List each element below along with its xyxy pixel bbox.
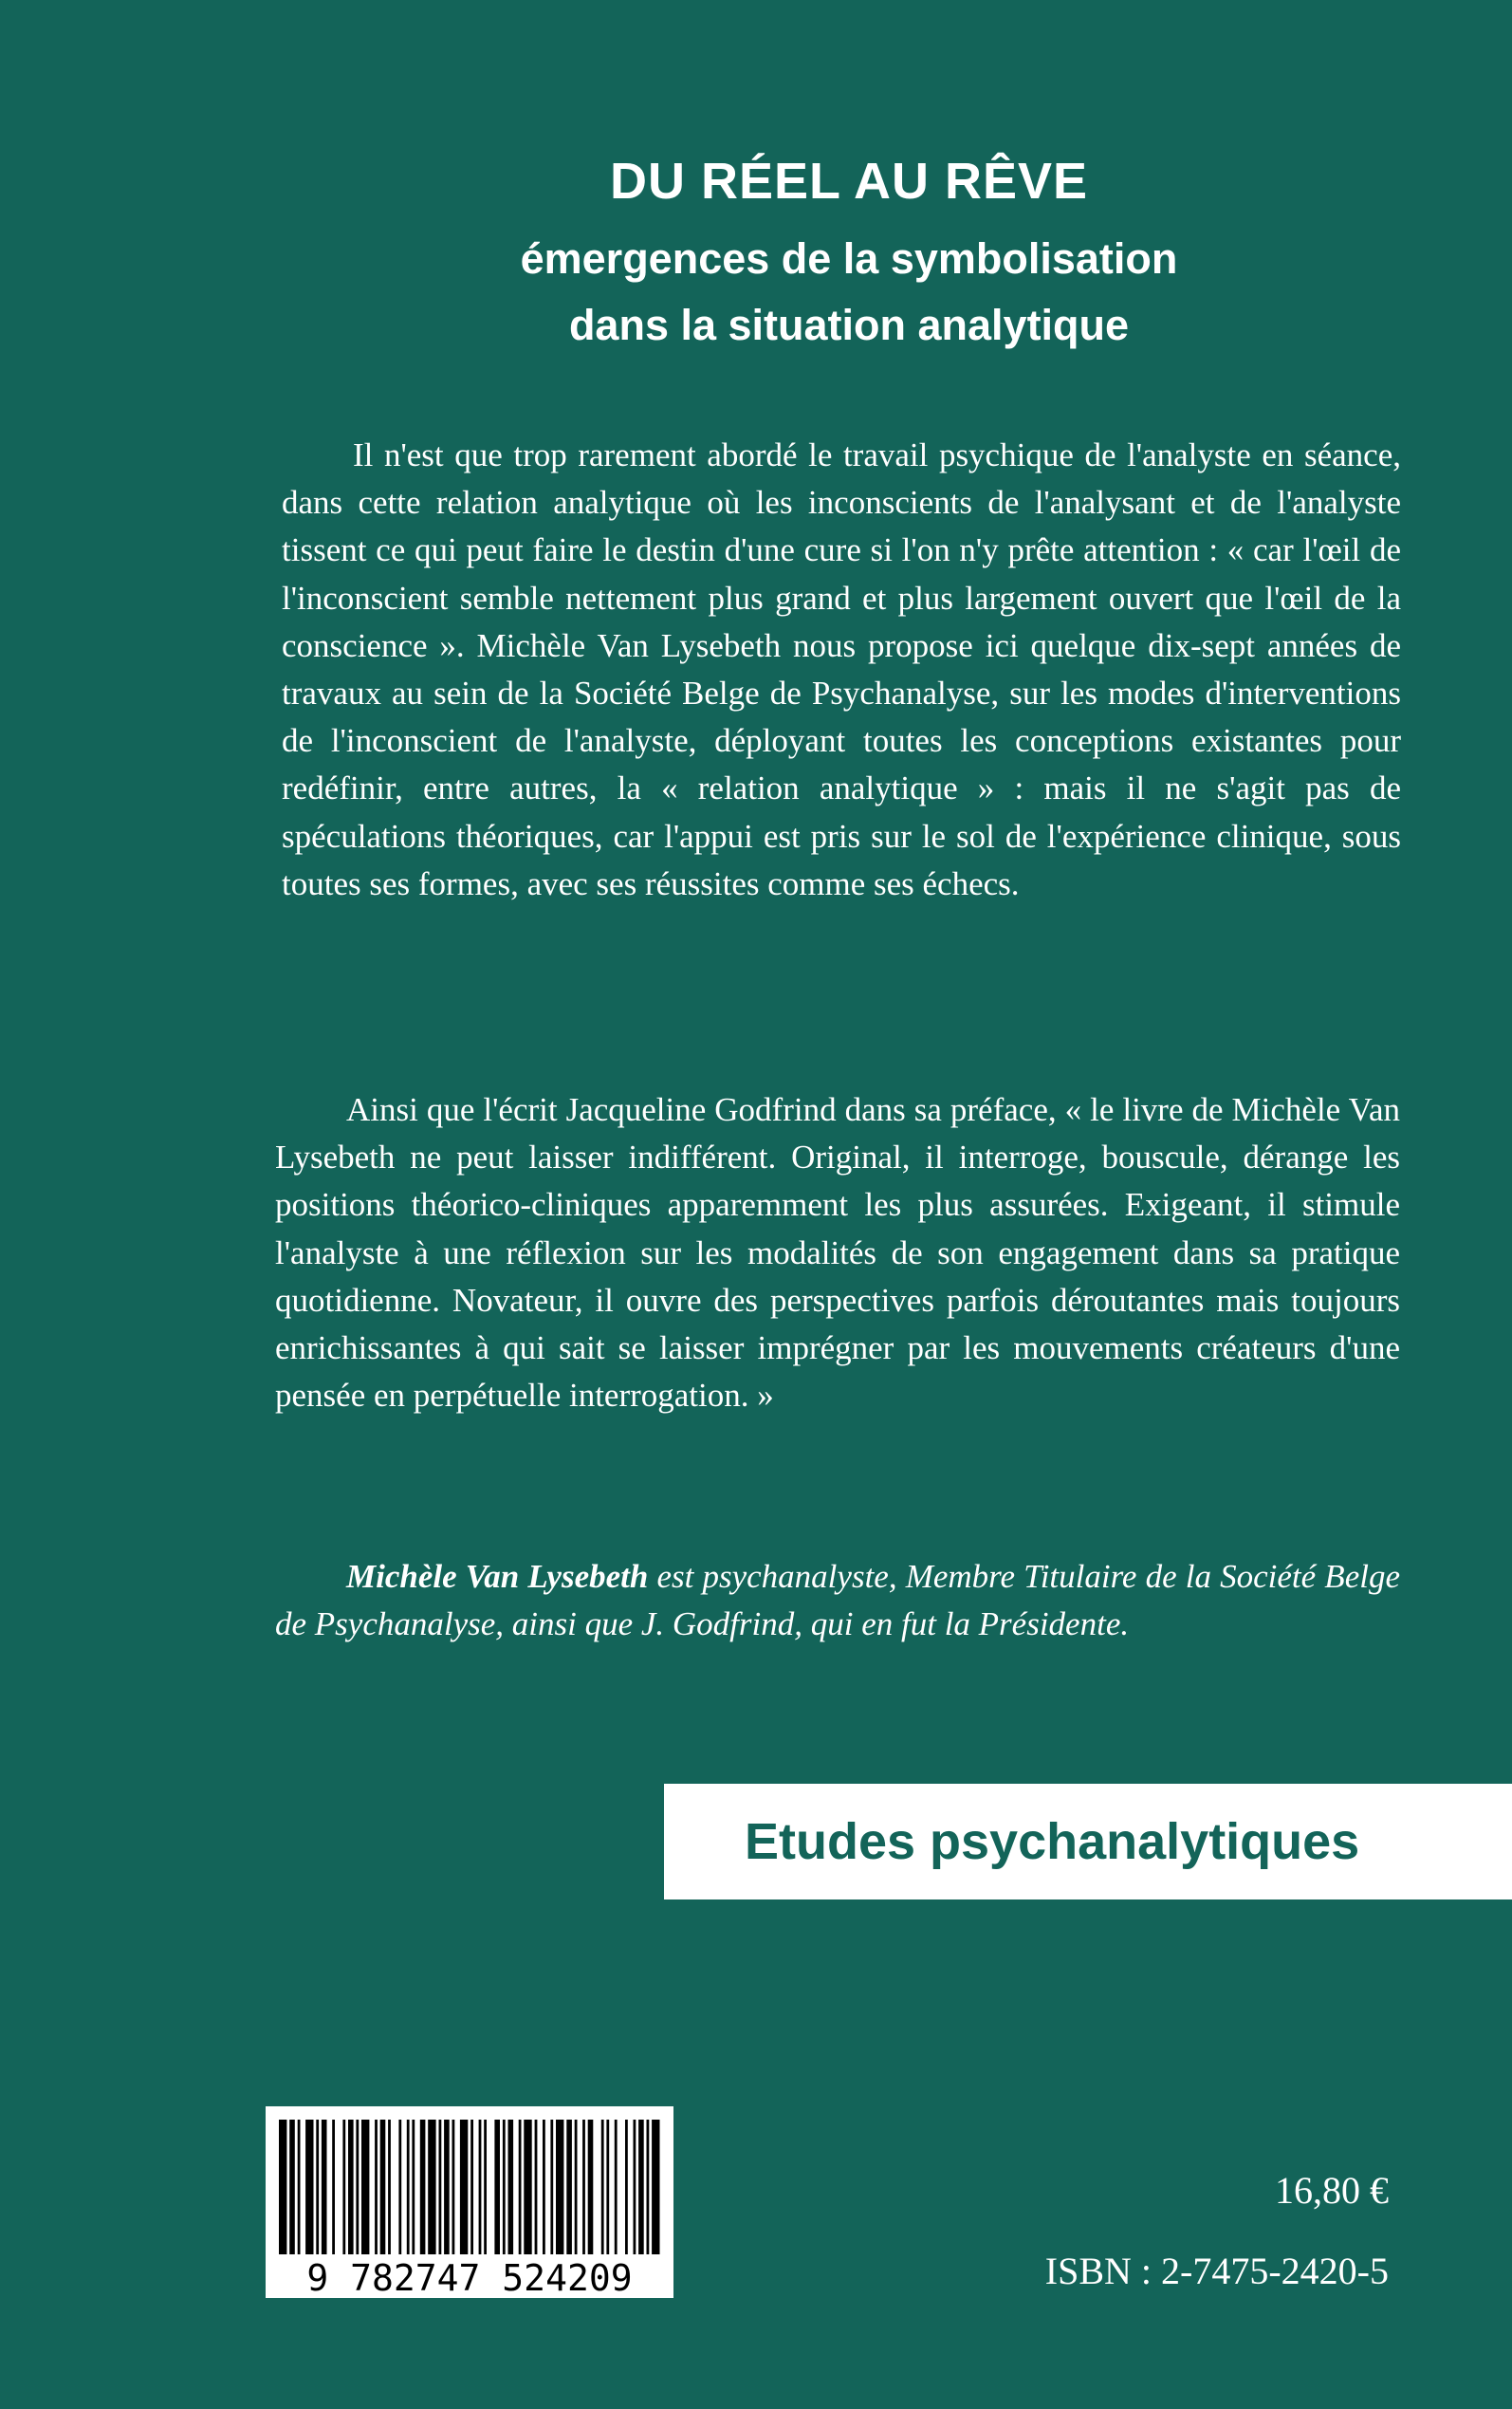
barcode-bar [375,2120,378,2254]
barcode-bar [444,2120,450,2254]
barcode-bar [412,2120,415,2254]
subtitle-line-2: dans la situation analytique [568,301,1130,349]
barcode-bar [625,2120,628,2254]
barcode-bar [460,2120,468,2254]
barcode-bar [566,2120,572,2254]
barcode-bar [582,2120,585,2254]
book-title: DU RÉEL AU RÊVE [609,153,1089,210]
barcode-bar [305,2120,313,2254]
barcode-bar [524,2120,531,2254]
barcode-bar [647,2120,650,2254]
barcode-bar [519,2120,522,2254]
barcode-bar [508,2120,514,2254]
barcode-bar [543,2120,545,2254]
barcode-bar [634,2120,636,2254]
summary-paragraph-2: Ainsi que l'écrit Jacqueline Godfrind dans sa préface, « le livre de Michèle Van Lysebeth ne peut laisser indifférent. Original, il interroge, bouscule, dérange les positions théorico-cliniques apparemment les plus assurées. Exigeant, il stimule l'analyste à une réflexion sur les modalités de son engagement dans sa pratique quotidienne. Novateur, il ouvre des perspectives parfois déroutantes mais toujours enrichissantes à qui sait se laisser imprégner par les mouvements créateurs d'une pensée en perpétuelle interrogation. » [275,1091,1400,1415]
barcode-bar [420,2120,426,2254]
barcode-bar [279,2120,286,2254]
series-label-box [664,1784,1512,1899]
barcode-bar [550,2120,553,2254]
barcode-bar [388,2120,391,2254]
barcode-bar [356,2120,359,2254]
barcode-bar [316,2120,319,2254]
barcode-bar [428,2120,435,2254]
barcode-bar [575,2120,578,2254]
barcode-bar [615,2120,618,2254]
barcode-bar [588,2120,594,2254]
barcode-bar [479,2120,482,2254]
summary-paragraph-1: Il n'est que trop rarement abordé le travail psychique de l'analyste en séance, dans cette relation analytique où les inconscients de l'analysant et de l'analyste tissent ce qui peut faire le destin d'une cure si l'on n'y prête attention : « car l'œil de l'inconscient semble nettement plus grand et plus largement ouvert que l'œil de la conscience ». Michèle Van Lysebeth nous propose ici quelque dix-sept années de travaux au sein de la Société Belge de Psychanalyse, sur les modes d'interventions de l'inconscient de l'analyste, déployant toutes les conceptions existantes pour redéfinir, entre autres, la « relation analytique » : mais il ne s'agit pas de spéculations théoriques, car l'appui est pris sur le sol de l'expérience clinique, sous toutes ses formes, avec ses réussites comme ses échecs. [282,436,1401,902]
barcode-bar [342,2120,345,2254]
barcode-bar [503,2120,506,2254]
author-name: Michèle Van Lysebeth [346,1558,649,1595]
isbn: ISBN : 2-7475-2420-5 [1044,2250,1389,2292]
barcode-digits: 9 782747 524209 [306,2257,633,2298]
barcode-bar [407,2120,410,2254]
author-bio-text: est psychanalyste, Membre Titulaire de la Société Belge de Psychanalyse, ainsi que J. Godfrind, qui en fut la Présidente. [275,1558,1400,1643]
barcode-bar [494,2120,500,2254]
barcode-bar [289,2120,295,2254]
subtitle-line-1: émergences de la symbolisation [520,234,1178,283]
barcode-bar [606,2120,609,2254]
barcode-bar [556,2120,563,2254]
price: 16,80 € [1275,2169,1389,2212]
barcode-bar [322,2120,327,2254]
barcode-bar [298,2120,301,2254]
barcode-bar [638,2120,644,2254]
barcode-bar [601,2120,604,2254]
barcode-bar [535,2120,538,2254]
barcode-bar [332,2120,335,2254]
barcode-bar [398,2120,401,2254]
barcode-bar [452,2120,455,2254]
barcode-bar [470,2120,473,2254]
barcode-bar [380,2120,386,2254]
barcode-bar [484,2120,487,2254]
book-subtitle [417,226,1281,359]
series-label: Etudes psychanalytiques [745,1813,1360,1870]
barcode-bar [348,2120,354,2254]
author-bio-paragraph [275,1553,1400,1648]
barcode-bar [652,2120,659,2254]
barcode-bar [439,2120,442,2254]
barcode [266,2106,673,2298]
barcode-bar [361,2120,369,2254]
barcode-bars [266,2106,673,2298]
